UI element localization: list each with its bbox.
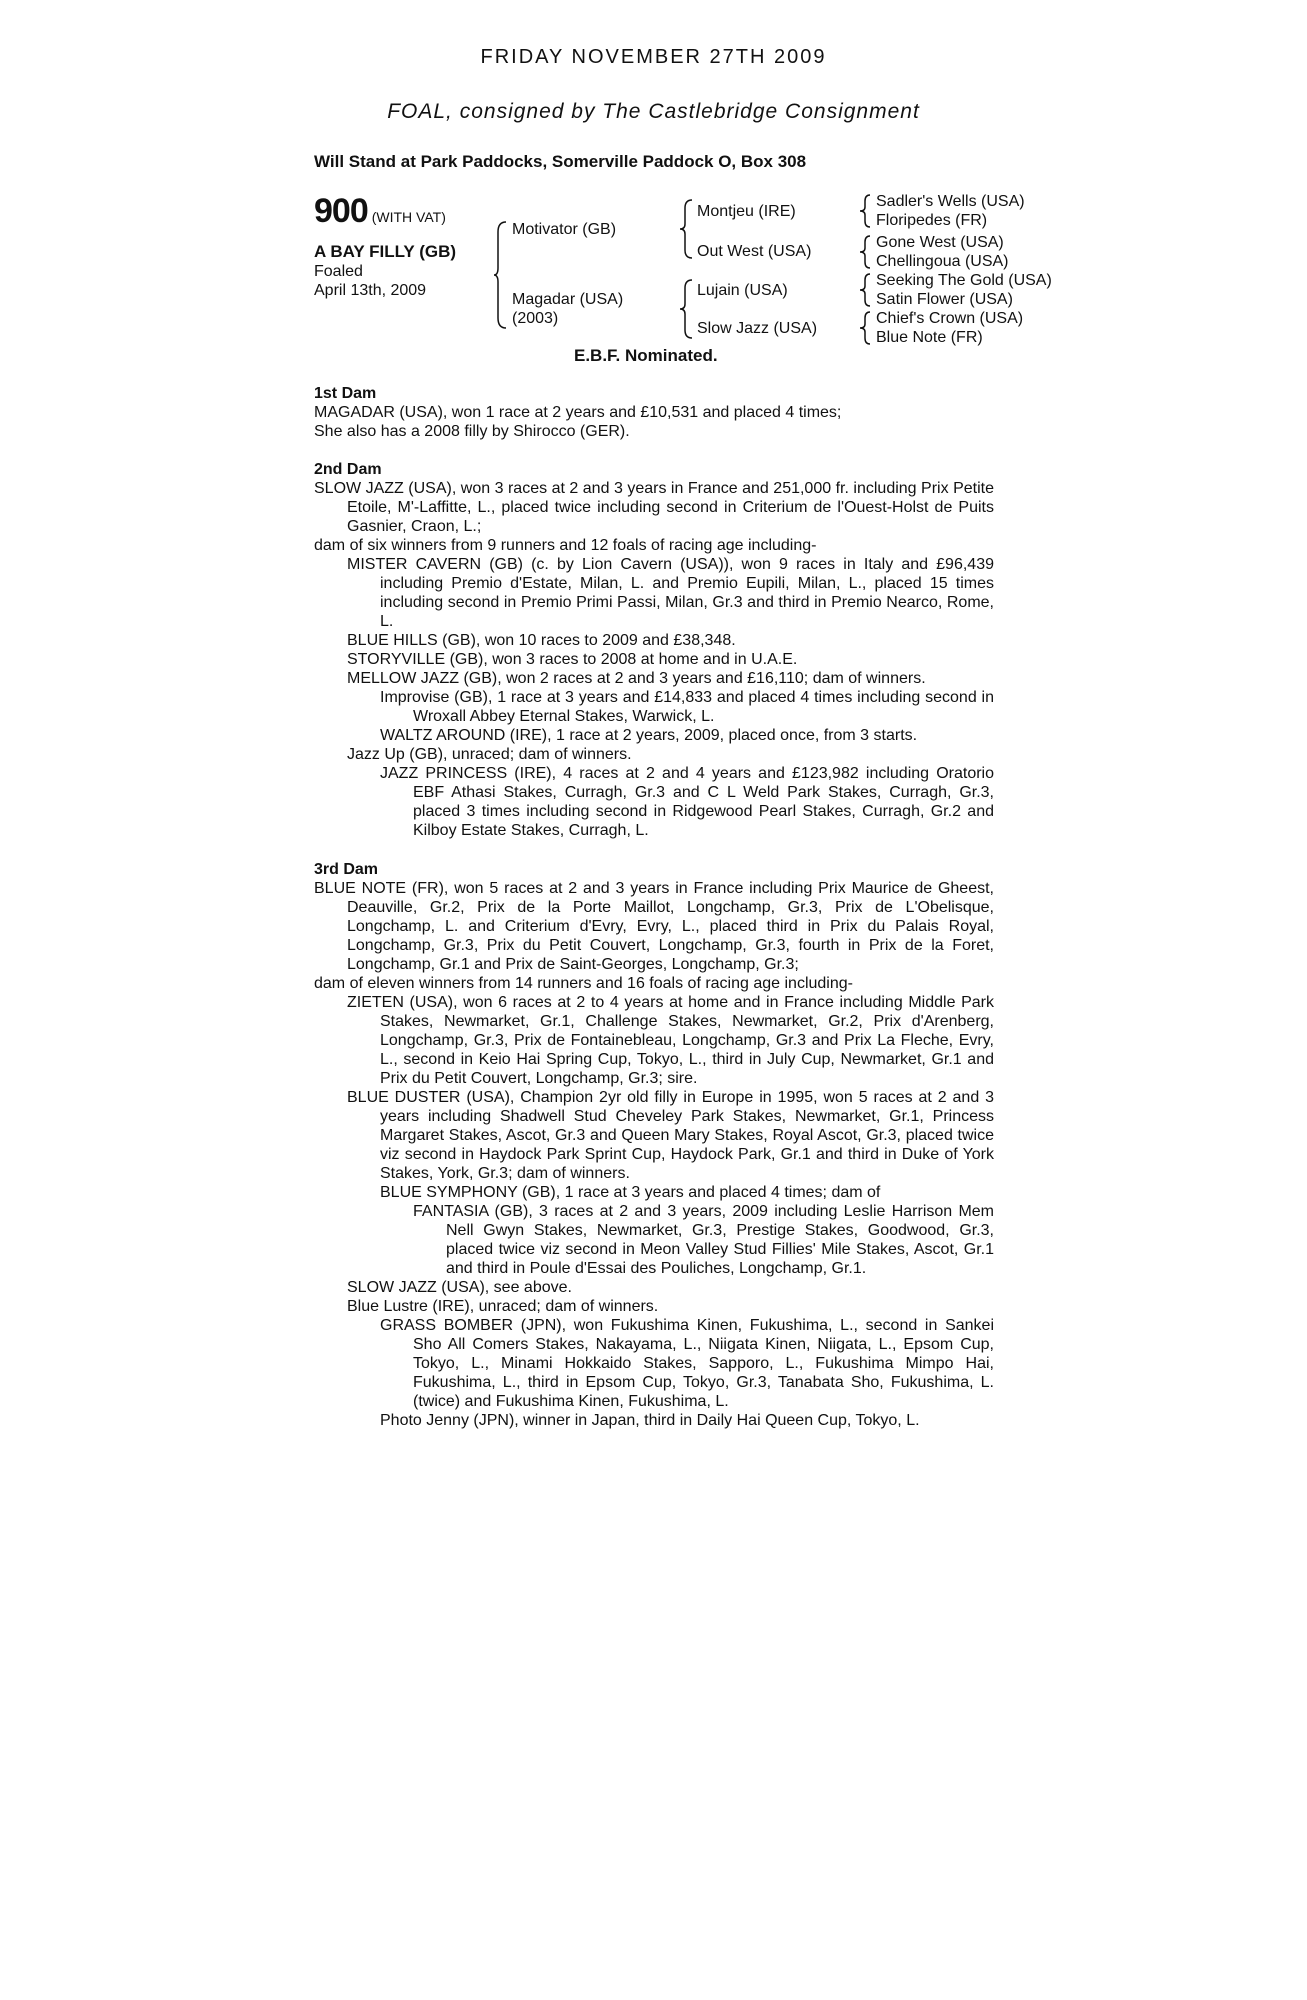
first-dam-section bbox=[314, 384, 994, 441]
dam-entry: GRASS BOMBER (JPN), won Fukushima Kinen, Fukushima, L., second in Sankei Sho All Comers Stakes, Nakayama, L., Niigata Kinen, Niigata, L., Epsom Cup, Tokyo, L., Minami Hokkaido Stakes, Sapporo, L., Fukushima Mimpo Hai, Fukushima, L., third in Epsom Cup, Tokyo, Gr.3, Tanabata Sho, Fukushima, L. (twice) and Fukushima Kinen, Fukushima, L. bbox=[380, 1317, 994, 1410]
pedigree-dam-sire: Lujain (USA) bbox=[697, 282, 788, 299]
first-dam-line: MAGADAR (USA), won 1 race at 2 years and £10,531 and placed 4 times; bbox=[314, 404, 842, 421]
vat-note: (WITH VAT) bbox=[371, 209, 446, 225]
dam-entry: BLUE NOTE (FR), won 5 races at 2 and 3 years in France including Prix Maurice de Gheest, Deauville, Gr.2, Prix de la Porte Maillot, Longchamp, Gr.3, Prix de L'Obelisque, Longchamp, L. and Criterium d'Evry, Evry, L., placed third in Prix du Palais Royal, Longchamp, Gr.3, Prix du Petit Couvert, Longchamp, Gr.3, fourth in Prix de la Foret, Longchamp, Gr.1 and Prix de Saint-Georges, Longchamp, Gr.3; bbox=[314, 880, 994, 973]
pedigree-sss: Sadler's Wells (USA) bbox=[876, 193, 1025, 210]
dam-produce-summary: dam of six winners from 9 runners and 12 foals of racing age including- bbox=[314, 537, 817, 554]
brace-lujain bbox=[860, 272, 872, 308]
pedigree-dam: Magadar (USA) bbox=[512, 291, 624, 308]
ebf-nominated: E.B.F. Nominated. bbox=[574, 346, 718, 365]
pedigree-dsd: Satin Flower (USA) bbox=[876, 291, 1013, 308]
dam-entry: SLOW JAZZ (USA), won 3 races at 2 and 3 years in France and 251,000 fr. including Prix Petite Etoile, M'-Laffitte, L., placed twice including second in Criterium de l'Ouest-Holst de Puits Gasnier, Craon, L.; bbox=[314, 480, 994, 535]
dam-entry: WALTZ AROUND (IRE), 1 race at 2 years, 2009, placed once, from 3 starts. bbox=[380, 727, 918, 744]
consignor-line: FOAL, consigned by The Castlebridge Consignment bbox=[387, 100, 920, 123]
pedigree-sire-sire: Montjeu (IRE) bbox=[697, 203, 796, 220]
dam-produce-summary: dam of eleven winners from 14 runners and 16 foals of racing age including- bbox=[314, 975, 853, 992]
lot-number-block bbox=[314, 192, 446, 231]
foaled-info bbox=[314, 262, 426, 300]
lot-number: 900 bbox=[314, 192, 368, 230]
third-dam-heading: 3rd Dam bbox=[314, 861, 379, 878]
dam-entry: BLUE DUSTER (USA), Champion 2yr old filly in Europe in 1995, won 5 races at 2 and 3 years including Shadwell Stud Cheveley Park Stakes, Newmarket, Gr.1, Princess Margaret Stakes, Ascot, Gr.3 and Queen Mary Stakes, Royal Ascot, Gr.3, placed twice viz second in Haydock Park Sprint Cup, Haydock Park, Gr.1 and third in Duke of York Stakes, York, Gr.3; dam of winners. bbox=[347, 1089, 994, 1182]
pedigree-sire-dam: Out West (USA) bbox=[697, 243, 812, 260]
dam-entry: Improvise (GB), 1 race at 3 years and £14,833 and placed 4 times including second in Wroxall Abbey Eternal Stakes, Warwick, L. bbox=[380, 689, 994, 725]
dam-entry: Blue Lustre (IRE), unraced; dam of winners. bbox=[347, 1298, 659, 1315]
dam-entry: ZIETEN (USA), won 6 races at 2 to 4 years at home and in France including Middle Park Stakes, Newmarket, Gr.1, Challenge Stakes, Newmarket, Gr.2, Prix d'Arenberg, Longchamp, Gr.3, Prix de Fontainebleau, Longchamp, Gr.3 and Prix La Fleche, Evry, L., second in Keio Hai Spring Cup, Tokyo, L., third in July Cup, Newmarket, Gr.1 and Prix du Petit Couvert, Longchamp, Gr.3; sire. bbox=[347, 994, 994, 1087]
third-dam-section bbox=[314, 860, 994, 1430]
pedigree-sire: Motivator (GB) bbox=[512, 221, 617, 238]
dam-entry: BLUE HILLS (GB), won 10 races to 2009 and £38,348. bbox=[347, 632, 736, 649]
dam-entry: MISTER CAVERN (GB) (c. by Lion Cavern (USA)), won 9 races in Italy and £96,439 including Premio d'Estate, Milan, L. and Premio Eupili, Milan, L., placed 15 times including second in Premio Primi Passi, Milan, Gr.3 and third in Premio Nearco, Rome, L. bbox=[347, 556, 994, 630]
dam-line-brace bbox=[680, 278, 694, 340]
horse-description: A BAY FILLY (GB) bbox=[314, 242, 457, 261]
brace-out-west bbox=[860, 234, 872, 270]
dam-entry: STORYVILLE (GB), won 3 races to 2008 at home and in U.A.E. bbox=[347, 651, 798, 668]
dam-entry: JAZZ PRINCESS (IRE), 4 races at 2 and 4 years and £123,982 including Oratorio EBF Athasi Stakes, Curragh, Gr.3 and C L Weld Park Stakes, Curragh, Gr.3, placed 3 times including second in Ridgewood Pearl Stakes, Curragh, Gr.2 and Kilboy Estate Stakes, Curragh, L. bbox=[380, 765, 994, 839]
dam-entry: FANTASIA (GB), 3 races at 2 and 3 years, 2009 including Leslie Harrison Mem Nell Gwyn Stakes, Newmarket, Gr.3, Prestige Stakes, Goodwood, Gr.3, placed twice viz second in Meon Valley Stud Fillies' Mile Stakes, Ascot, Gr.1 and third in Poule d'Essai des Pouliches, Longchamp, Gr.1. bbox=[413, 1203, 994, 1277]
second-dam-section bbox=[314, 460, 994, 840]
pedigree-dam-year: (2003) bbox=[512, 310, 559, 327]
foaled-label: Foaled bbox=[314, 263, 363, 280]
second-dam-heading: 2nd Dam bbox=[314, 461, 382, 478]
dam-entry: SLOW JAZZ (USA), see above. bbox=[347, 1279, 572, 1296]
pedigree-dss: Seeking The Gold (USA) bbox=[876, 272, 1052, 289]
stand-location: Will Stand at Park Paddocks, Somerville Paddock O, Box 308 bbox=[314, 152, 807, 171]
brace-slow-jazz bbox=[860, 310, 872, 346]
pedigree-dds: Chief's Crown (USA) bbox=[876, 310, 1024, 327]
dam-entry: BLUE SYMPHONY (GB), 1 race at 3 years and placed 4 times; dam of bbox=[380, 1184, 881, 1201]
first-dam-heading: 1st Dam bbox=[314, 385, 377, 402]
sale-date: FRIDAY NOVEMBER 27TH 2009 bbox=[480, 46, 827, 68]
pedigree-ssd: Floripedes (FR) bbox=[876, 212, 988, 229]
first-dam-line: She also has a 2008 filly by Shirocco (GER). bbox=[314, 423, 630, 440]
dam-entry: MELLOW JAZZ (GB), won 2 races at 2 and 3 years and £16,110; dam of winners. bbox=[347, 670, 926, 687]
brace-montjeu bbox=[860, 193, 872, 229]
pedigree-ddd: Blue Note (FR) bbox=[876, 329, 983, 346]
dam-entry: Jazz Up (GB), unraced; dam of winners. bbox=[347, 746, 632, 763]
sire-dam-brace bbox=[494, 220, 508, 330]
foaled-date: April 13th, 2009 bbox=[314, 282, 427, 299]
pedigree-dam-dam: Slow Jazz (USA) bbox=[697, 320, 818, 337]
sire-line-brace bbox=[680, 198, 694, 260]
pedigree-sdd: Chellingoua (USA) bbox=[876, 253, 1009, 270]
dam-entry: Photo Jenny (JPN), winner in Japan, third in Daily Hai Queen Cup, Tokyo, L. bbox=[380, 1412, 920, 1429]
pedigree-sds: Gone West (USA) bbox=[876, 234, 1004, 251]
